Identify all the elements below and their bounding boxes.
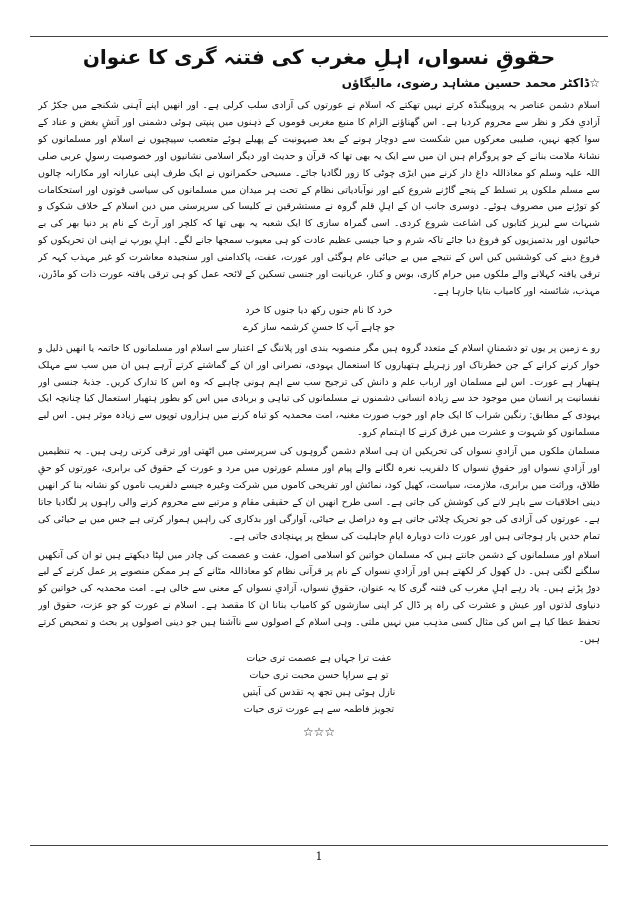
verse-line: نازل ہوئی ہیں تجھ پہ تقدس کی آیتیں [242, 686, 396, 698]
body-paragraph: اسلام دشمن عناصر یہ پروپیگنڈہ کرتے نہیں تھکتے کہ اسلام نے عورتوں کی آزادی سلب کرلی ہے۔ اور انھیں اپنے آہنی شکنجے میں جکڑ کر آزادیِ فکر و نظر سے محروم کردیا ہے۔ اس گھناؤنے الزام کا منبع مغربی قوموں کے ذہنوں میں پنپتی ہوئی دشمنی اور آتشِ بغض و عناد کے سوا کچھ نہیں، صلیبی معرکوں میں شکست سے دوچار ہونے کے بعد صیہونیت کے پھیلے ہوئے متعصب سپیچیوں نے اسلام اور مسلمانوں کو نشانۂ ملامت بنانے کے جو پروگرام ہیں ان میں سے ایک یہ بھی تھا کہ قرآن و حدیث اور دیگر اسلامی نشانیوں اور خصوصیت رسولِ عربی صلی اللہ علیہ وسلم کو معاذاللہ داغ دار کرنے میں ایڑی چوٹی کا زور لگادیا جائے۔ مسیحی حکمرانوں نے ایک طرف اپنی عیارانہ اور مکارانہ چالوں سے مسلم ملکوں پر تسلط کے پنجے گاڑنے شروع کیے اور نوآبادیاتی نظام کے تحت ہر میدان میں مسلمانوں کی سیاسی قوتوں اور استحکامات کو توڑنے میں مصروف ہوئے۔ دوسری جانب ان کے اہلِ قلم گروہ نے مستشرقین نے کلیسا کی سرپرستی میں دین اسلام کے خلاف شکوک و شبہات سے لبریز کتابوں کی اشاعت شروع کردی۔ اسی گمراہ سازی کا ایک شعبہ یہ بھی تھا کہ کلچر اور آرٹ کے نام پر دنیا بھر کی بے حیائیوں اور بدتمیزیوں کو فروغ دیا جائے تاکہ شرم و حیا جیسی عظیم عادت کو ہی معیوب سمجھا جانے لگے۔ اہلِ یورپ نے اپنی ان تحریکوں کو فروغ دینے کی کوششیں کیں اس کے نتیجے میں بے حیائی عام ہوگئی اور عورت، عفت، پاکدامنی اور سنجیدہ معاشرت کو غیر مہذب کہہ کر ترقی یافتہ کہلانے والے ملکوں میں حرام کاری، بوس و کنار، عریانیت اور جنسی تسکین کے لائحہ عمل کو ہی ترقی یافتہ عورت ذات کو ماڈرن، مہذب، شائستہ اور کامیاب بتایا جارہا ہے۔ [38, 100, 600, 297]
verse-line: جو چاہے آپ کا حسنِ کرشمہ ساز کرے [243, 321, 395, 333]
top-rule [30, 36, 608, 37]
bottom-rule [30, 845, 608, 846]
document-page [38, 40, 600, 830]
stars-ornament: ☆☆☆ [302, 724, 336, 739]
verse-line: خرد کا نام جنوں رکھ دیا جنوں کا خرد [245, 304, 393, 316]
verse-line: تجویز فاطمہ سے ہے عورت تری حیات [243, 703, 395, 715]
body-paragraph: رو ے زمین پر یوں تو دشمنانِ اسلام کے متعدد گروہ ہیں مگر منصوبہ بندی اور پلاننگ کے اعتبار سے اسلام اور مسلمانوں کا خاتمہ یا انھیں ذلیل و خوار کرنے کرانے کے جن خطرناک اور زہریلے ہتھیاروں کا استعمال یہودی، نصرانی اور ان کے گماشتے کرتے آرہے ہیں ان میں سب سے مہلک ہتھیار ہے عورت۔ اس لیے مسلمان اور ارباب علم و دانش کی ترجیح سب سے اہم ہونی چاہیے کہ وہ اس کا تدارک کریں۔ جذبۂ جنسی اور نفسانیت پر انسان میں موجود حد سے زیادہ انسانی دشمنوں نے مسلمانوں کی تباہی و بربادی میں اس کو بطور ہتھیار استعمال کیا چنانچہ ایک یہودی کے مطابق: رنگین شراب کا ایک جام اور خوب صورت مغنیہ، امت محمدیہ کو تباہ کرنے میں ہزاروں توپوں سے زیادہ موثر ہیں۔ اس لیے مسلمانوں کو شہوت و عشرت میں غرق کرنے کا اہتمام کرو۔ [38, 342, 600, 439]
article-title: حقوقِ نسواں، اہلِ مغرب کی فتنہ گری کا عنوان [82, 45, 556, 69]
author-line: ☆ڈاکٹر محمد حسین مشاہد رضوی، مالیگاؤں [341, 76, 600, 90]
page-number: 1 [315, 850, 323, 863]
body-paragraph: مسلمان ملکوں میں آزادیِ نسواں کی تحریکیں ان ہی اسلام دشمن گروہوں کی سرپرستی میں اٹھتی اور ترقی کرتی رہی ہیں۔ یہ تنظیمیں اور آزادیِ نسواں اور حقوقِ نسواں کا دلفریب نعرہ لگانے والے پیام اور مسلم عورتوں میں مرد و عورت کے حقوق کی برابری، عورتوں کو حقِ طلاق، وراثت میں برابری، ملازمت، سیاست، کھیل کود، نمائش اور تفریحی کاموں میں شرکت وغیرہ جیسے دلفریب ناموں کو نشانہ بنا کر انھیں دینی اخلاقیات سے باہر لانے کی کوشش کی جاتی ہے۔ اسی طرح انھیں ان کے حقیقی مقام و مرتبے سے محروم کرنے والی راہوں پر لگادیا جاتا ہے۔ عورتوں کی آزادی کی جو تحریک چلائی جاتی ہے وہ دراصل بے حیائی، آوارگی اور بدکاری کی راہیں ہموار کرتی ہے جس میں بے حیائی کی تمام حدیں پار ہوجاتی ہیں اور عورت ذات دوبارہ ایامِ جاہلیت کی سطح پر پہنچادی جاتی ہے۔ [38, 446, 600, 542]
couplet [38, 303, 600, 337]
closing-poem [38, 651, 600, 719]
verse-line: تو ہے سراپا حسن محبت تری حیات [249, 669, 389, 681]
verse-line: عفت ترا جہاں ہے عصمت تری حیات [246, 653, 392, 664]
body-paragraph: اسلام اور مسلمانوں کے دشمن جانتے ہیں کہ مسلمان خواتین کو اسلامی اصول، عفت و عصمت کی چادر میں لپٹا دیکھتے ہیں تو ان کی آنکھیں سلگنے لگتی ہیں۔ دل کھول کر لکھتے ہیں اور آزادیِ نسواں کے نام پر قرآنی نظام کو معاذاللہ مٹانے کے ہر ممکن منصوبے پر عمل کرنے کے لیے دوڑ پڑتے ہیں۔ یاد رہے اہلِ مغرب کی فتنہ گری کا یہ عنوان، حقوقِ نسواں، آزادیِ نسواں کے معنی سے خالی ہے۔ امت محمدیہ کی خواتین کو دنیاوی لذتوں اور عیش و عشرت کی راہ پر ڈال کر اپنی سازشوں کو کامیاب بنانا ان کا مقصد ہے۔ اسلام نے عورت کو جو عزت، حقوق اور تحفظ عطا کیا ہے اس کی مثال کسی مذہب میں نہیں ملتی۔ وہی اسلام کے اصولوں سے ناآشنا ہیں جو دینی اصولوں پر بحث و تمحیص کرتے ہیں۔ [38, 549, 600, 646]
